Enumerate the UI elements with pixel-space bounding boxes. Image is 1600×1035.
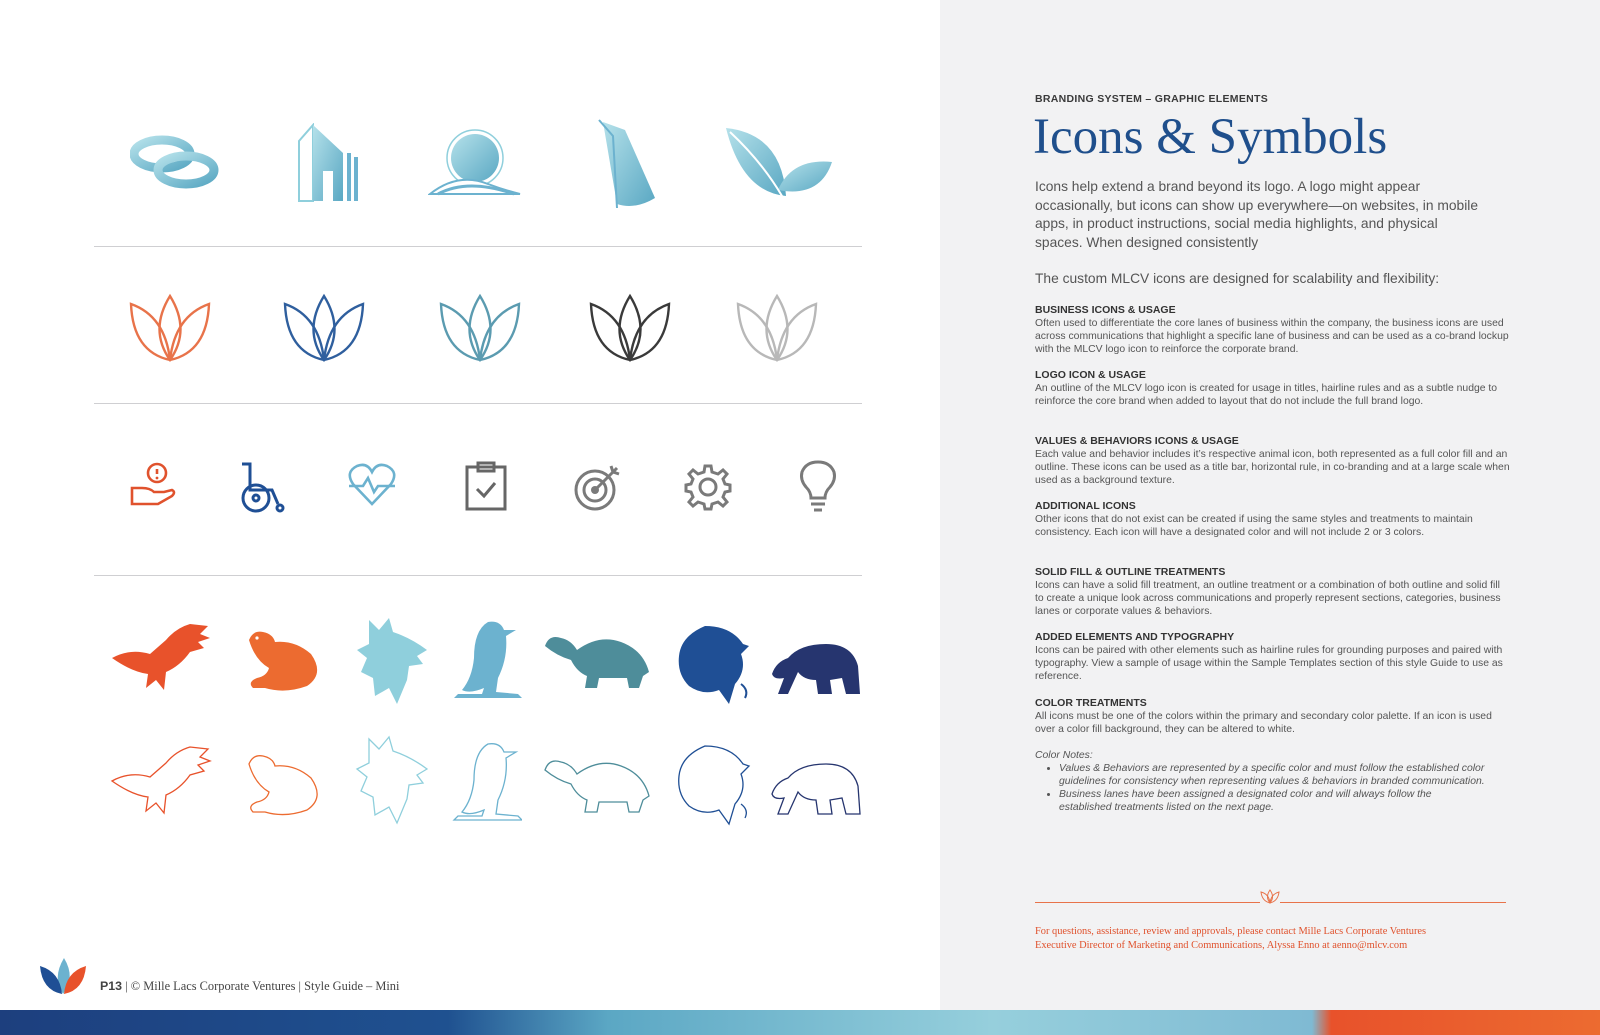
section-body: Each value and behavior includes it’s respective animal icon, both represented as a full color fill and an outline. These icons can be used as a title bar, horizontal rule, in co-branding and at a large scale when used as a background texture. [1035,449,1510,486]
usage-section [1035,500,1510,539]
bison-outline-icon [675,744,751,826]
bear-outline-icon [770,760,862,816]
lotus-logo-icon [736,290,818,362]
footer-text: | © Mille Lacs Corporate Ventures | Style Guide – Mini [122,979,400,993]
hand-alert-icon [128,460,178,510]
beaver-outline-icon [245,752,321,816]
brand-color-band [0,1010,1600,1035]
section-title: ADDITIONAL ICONS [1035,500,1136,512]
section-body: Icons can have a solid fill treatment, an outline treatment or a combination of both outline and solid fill to create a unique look across communications and properly represent sections, categories, business lanes or corporate values & behaviors. [1035,580,1501,617]
building-icon [295,123,363,203]
turtle-outline-icon [543,756,651,814]
lotus-logo-icon [589,290,671,362]
gear-icon [683,462,733,512]
eagle-outline-icon [110,745,216,817]
wolf-outline-icon [355,735,429,825]
section-body: Icons can be paired with other elements such as hairline rules for grounding purposes and paired with typography. View a sample of usage within the Sample Templates section of this style Guide to use as reference. [1035,645,1503,682]
page-number: P13 [100,979,123,993]
section-body: All icons must be one of the colors within the primary and secondary color palette. If an icon is used over a color fill background, they can be altered to white. [1035,711,1492,735]
color-note-item: • Values & Behaviors are represented by a specific color and must follow the established color guidelines for consistency when representing values & behaviors in branded communication. [1059,762,1485,788]
usage-section [1035,631,1510,683]
color-notes-heading: Color Notes: [1035,750,1093,761]
divider-rule [94,575,862,576]
section-title: VALUES & BEHAVIORS ICONS & USAGE [1035,435,1239,447]
raven-icon [452,618,522,704]
turtle-icon [543,632,651,690]
heart-pulse-icon [347,462,397,508]
lotus-logo-icon [439,290,521,362]
raven-outline-icon [452,740,522,826]
intro-paragraph: Icons help extend a brand beyond its logo. A logo might appear occasionally, but icons can show up everywhere—on websites, in mobile apps, in product instructions, social media highlights, and physical spaces. When designed consistently [1035,179,1479,250]
bison-icon [675,624,751,706]
beaver-icon [245,628,321,692]
clipboard-check-icon [464,460,508,512]
section-title: ADDED ELEMENTS AND TYPOGRAPHY [1035,631,1235,643]
section-title: SOLID FILL & OUTLINE TREATMENTS [1035,566,1226,578]
rings-icon [130,130,220,195]
wolf-icon [355,616,429,706]
lotus-divider-icon [1260,888,1280,904]
page-footer [100,979,399,994]
usage-section [1035,566,1510,618]
color-note-item: • Business lanes have been assigned a designated color and will always follow the established treatments listed on the next page. [1059,788,1485,814]
page-title: Icons & Symbols [1033,109,1388,165]
mlcv-logo-icon [40,956,86,996]
section-kicker: BRANDING SYSTEM – GRAPHIC ELEMENTS [1035,93,1269,105]
section-title: COLOR TREATMENTS [1035,697,1147,709]
sun-horizon-icon [428,128,522,198]
section-body: Other icons that do not exist can be created if using the same styles and treatments to maintain consistency. Each icon will have a designated color and will not include 2 or 3 colors. [1035,514,1473,538]
usage-section [1035,697,1510,736]
leaves-icon [722,126,832,206]
section-body: An outline of the MLCV logo icon is created for usage in titles, hairline rules and as a subtle nudge to reinforce the core brand when added to layout that do not include the full brand logo. [1035,383,1498,407]
bear-icon [770,640,862,696]
divider-rule [94,246,862,247]
section-title: BUSINESS ICONS & USAGE [1035,304,1176,316]
intro-subline: The custom MLCV icons are designed for scalability and flexibility: [1035,271,1440,286]
usage-section [1035,435,1510,487]
color-notes [1035,749,1485,814]
feather-icon [595,118,663,212]
usage-section [1035,304,1510,356]
section-body: Often used to differentiate the core lanes of business within the company, the business icons are used across communications that highlight a specific lane of business and can be used as a co-brand lockup with the MLCV logo icon to reinforce the corporate brand. [1035,318,1509,355]
target-icon [573,462,623,512]
divider-rule [94,403,862,404]
usage-section [1035,369,1510,408]
lotus-logo-icon [129,290,211,362]
eagle-icon [110,622,216,694]
contact-info [1035,925,1426,952]
lotus-logo-icon [283,290,365,362]
section-title: LOGO ICON & USAGE [1035,369,1146,381]
contact-line: For questions, assistance, review and approvals, please contact Mille Lacs Corporate Ventures [1035,926,1427,937]
wheelchair-icon [238,460,288,514]
contact-line: Executive Director of Marketing and Communications, Alyssa Enno at aenno@mlcv.com [1035,939,1408,951]
lightbulb-icon [798,460,838,514]
